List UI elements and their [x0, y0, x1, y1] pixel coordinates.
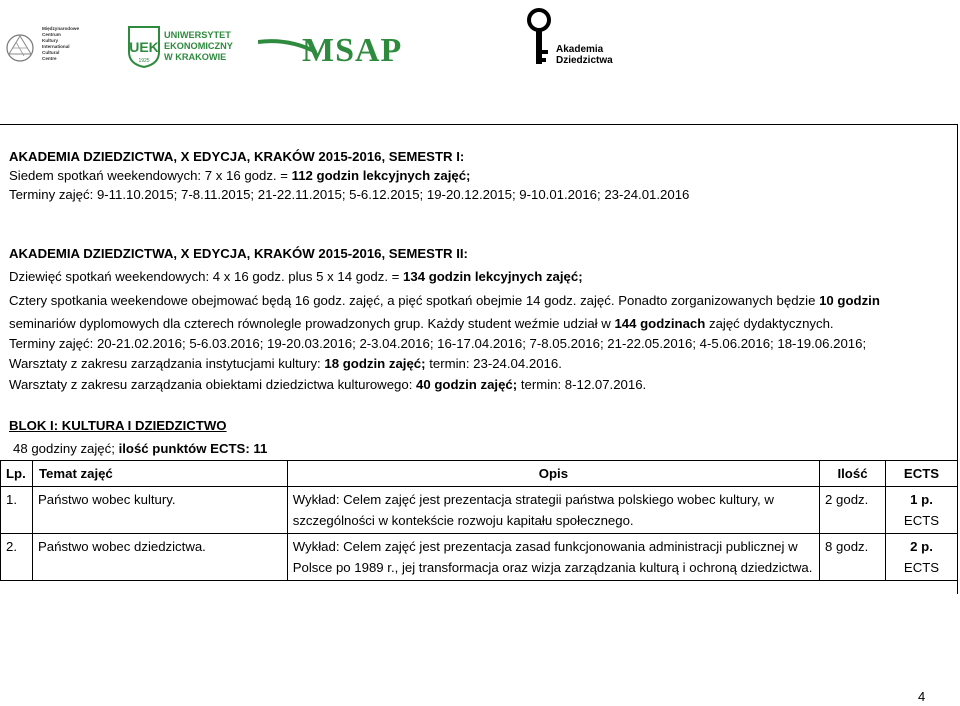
semester-1-meetings: Siedem spotkań weekendowych: 7 x 16 godz. = 112 godzin lekcyjnych zajęć;	[9, 168, 471, 183]
akademia-text-0: Akademia	[556, 44, 604, 55]
semester-2-seminars: seminariów dyplomowych dla czterech równolegle prowadzonych grup. Każdy student weźmie udział w 144 godzinach zajęć dydaktycznych.	[9, 316, 834, 331]
mck-text-0: Międzynarodowe	[42, 26, 80, 31]
mck-text-2: Kultury	[42, 38, 59, 43]
row-topic: Państwo wobec dziedzictwa.	[32, 534, 287, 581]
row-ects: 1 p. ECTS	[886, 487, 958, 534]
table-row	[1, 487, 958, 534]
uek-text-2: W KRAKOWIE	[164, 52, 227, 62]
semester-2-meetings: Dziewięć spotkań weekendowych: 4 x 16 godz. plus 5 x 14 godz. = 134 godzin lekcyjnych zajęć;	[9, 269, 583, 284]
uek-text-0: UNIWERSYTET	[164, 30, 231, 40]
logo-uek	[128, 26, 238, 70]
logo-msap	[258, 32, 408, 72]
mck-text-5: Centre	[42, 56, 57, 61]
row-ects: 2 p. ECTS	[886, 534, 958, 581]
header-topic: Temat zajęć	[32, 461, 287, 487]
block-1-hours: 48 godziny zajęć; ilość punktów ECTS: 11	[13, 441, 268, 456]
uek-text-1: EKONOMICZNY	[164, 41, 233, 51]
key-icon	[526, 6, 552, 68]
mck-text-3: International	[42, 44, 70, 49]
logo-mck	[4, 26, 94, 70]
semester-2-workshop-2: Warsztaty z zakresu zarządzania obiektami dziedzictwa kulturowego: 40 godzin zajęć; termin: 8-12.07.2016.	[9, 377, 647, 392]
page-number: 4	[918, 689, 926, 704]
semester-1-title: AKADEMIA DZIEDZICTWA, X EDYCJA, KRAKÓW 2015-2016, SEMESTR I:	[9, 149, 465, 164]
row-lp: 2.	[1, 534, 33, 581]
semester-2-hours: Cztery spotkania weekendowe obejmować będą 16 godz. zajęć, a pięć spotkań obejmie 14 godz. zajęć. Ponadto zorganizowanych będzie 10 godzin	[9, 293, 880, 308]
row-amount: 8 godz.	[820, 534, 886, 581]
block-1-title: BLOK I: KULTURA I DZIEDZICTWO	[9, 418, 227, 433]
row-description: Wykład: Celem zajęć jest prezentacja strategii państwa polskiego wobec kultury, w szczególności w kontekście rozwoju kapitału społecznego.	[287, 487, 819, 534]
header-description: Opis	[287, 461, 819, 487]
table-header-row	[1, 461, 958, 487]
msap-text: MSAP	[302, 32, 403, 69]
mck-emblem-icon	[4, 28, 36, 68]
row-topic: Państwo wobec kultury.	[32, 487, 287, 534]
mck-text-1: Centrum	[42, 32, 61, 37]
header-amount: Ilość	[820, 461, 886, 487]
semester-2-dates: Terminy zajęć: 20-21.02.2016; 5-6.03.2016; 19-20.03.2016; 2-3.04.2016; 16-17.04.2016; 7-8.05.2016; 21-22.05.2016; 4-5.06.2016; 18-19.06.2016;	[9, 336, 867, 351]
logo-akademia-dziedzictwa	[526, 6, 616, 70]
uek-shield-icon	[128, 26, 160, 68]
mck-text-4: Cultural	[42, 50, 60, 55]
row-lp: 1.	[1, 487, 33, 534]
table-row	[1, 534, 958, 581]
row-amount: 2 godz.	[820, 487, 886, 534]
semester-1-dates: Terminy zajęć: 9-11.10.2015; 7-8.11.2015; 21-22.11.2015; 5-6.12.2015; 19-20.12.2015; 9-10.01.2016; 23-24.01.2016	[9, 187, 690, 202]
svg-text:1925: 1925	[138, 58, 150, 64]
semester-2-title: AKADEMIA DZIEDZICTWA, X EDYCJA, KRAKÓW 2015-2016, SEMESTR II:	[9, 246, 468, 261]
row-description: Wykład: Celem zajęć jest prezentacja zasad funkcjonowania administracji publicznej w Polsce po 1989 r., jej transformacja oraz wizja zarządzania kulturą i ochroną dziedzictwa.	[287, 534, 819, 581]
course-table	[0, 460, 958, 581]
header-lp: Lp.	[1, 461, 33, 487]
semester-2-workshop-1: Warsztaty z zakresu zarządzania instytucjami kultury: 18 godzin zajęć; termin: 23-24.04.2016.	[9, 356, 562, 371]
svg-text:UEK: UEK	[129, 39, 159, 55]
akademia-text-1: Dziedzictwa	[556, 55, 613, 66]
header-ects: ECTS	[886, 461, 958, 487]
